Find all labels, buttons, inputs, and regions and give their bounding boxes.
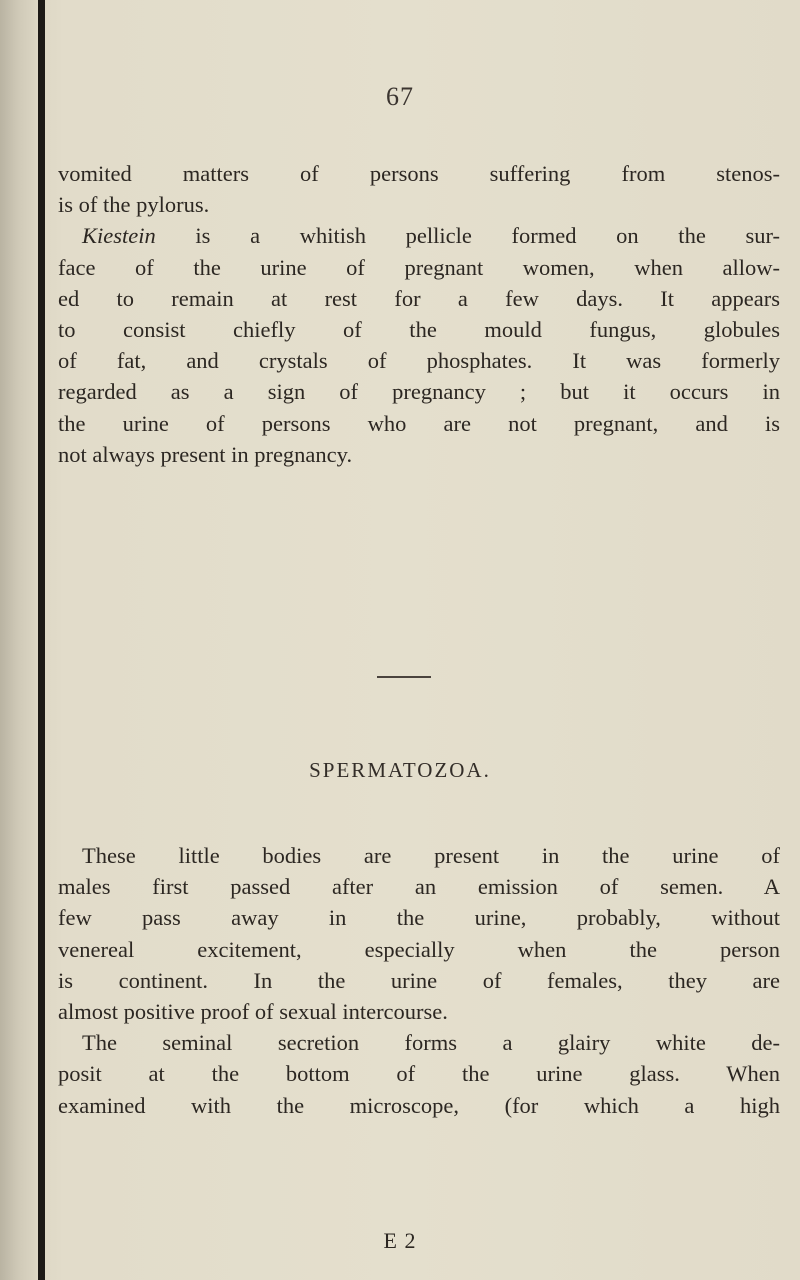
section-divider [377,676,431,678]
text-line: the urine of persons who are not pregnant, and is [58,410,780,436]
text-line: is of the pylorus. [58,192,210,218]
page-number: 67 [386,82,414,111]
text-line: The seminal secretion forms a glairy white de- [82,1030,780,1056]
text-line: examined with the microscope, (for which a high [58,1092,780,1118]
binding-edge [0,0,40,1280]
kiestein-term: Kiestein [82,223,156,249]
text-line: is continent. In the urine of females, they are [58,967,780,993]
text-line [58,220,780,251]
text-line: males first passed after an emission of semen. A [58,874,780,900]
text-line: face of the urine of pregnant women, when allow- [58,254,780,280]
text-line: of fat, and crystals of phosphates. It was formerly [58,348,780,374]
text-line: These little bodies are present in the urine of [82,843,780,868]
text-line: to consist chiefly of the mould fungus, globules [58,316,780,342]
text-line: not always present in pregnancy. [58,441,353,467]
text-line: few pass away in the urine, probably, without [58,905,780,931]
section-heading: SPERMATOZOA. [309,758,491,782]
text-line: vomited matters of persons suffering from stenos- [58,161,780,186]
gutter-shadow [38,0,45,1280]
signature-mark: E 2 [383,1228,417,1253]
text-line: posit at the bottom of the urine glass. When [58,1061,780,1087]
text-line: venereal excitement, especially when the person [58,936,780,962]
text-line: almost positive proof of sexual intercourse. [58,998,448,1024]
text-line-rest: is a whitish pellicle formed on the sur- [195,223,780,249]
text-line: ed to remain at rest for a few days. It appears [58,285,780,311]
text-line: regarded as a sign of pregnancy ; but it occurs in [58,379,780,405]
upper-text-block [58,158,780,470]
lower-text-block [58,840,780,1121]
